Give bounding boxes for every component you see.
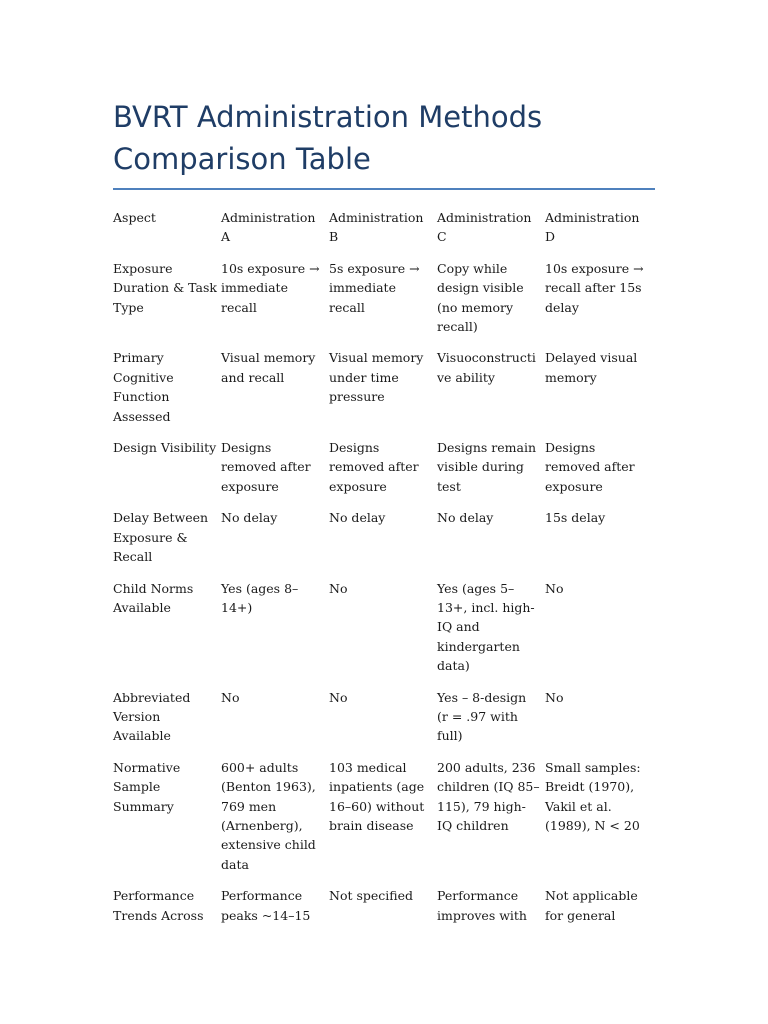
table-cell: Performance peaks ~14–15 [221, 888, 311, 923]
header-cell-admin-d: Administration D [545, 210, 640, 245]
table-cell-aspect: Normative Sample Summary [113, 759, 181, 814]
table-cell: No [329, 689, 348, 705]
table-cell: No delay [437, 510, 494, 526]
table-cell: 15s delay [545, 510, 606, 526]
header-cell-admin-c: Administration C [437, 210, 532, 245]
table-cell: No [545, 689, 564, 705]
table-cell: Yes (ages 8–14+) [221, 580, 299, 615]
table-cell: No [221, 689, 240, 705]
table-cell: Designs remain visible during test [437, 440, 536, 494]
table-cell: Designs removed after exposure [545, 440, 635, 494]
table-cell-aspect: Child Norms Available [113, 580, 194, 615]
table-cell: Copy while design visible (no memory recall) [437, 260, 524, 335]
table-cell: Visual memory and recall [221, 350, 316, 385]
table-cell: No [545, 580, 564, 596]
comparison-table [113, 208, 655, 937]
table-cell: 200 adults, 236 children (IQ 85–115), 79 high-IQ children [437, 759, 540, 833]
table-cell-aspect: Abbreviated Version Available [113, 689, 191, 744]
table-cell: Not applicable for general [545, 888, 638, 923]
table-cell-aspect: Exposure Duration & Task Type [113, 260, 217, 315]
header-cell-aspect: Aspect [113, 210, 156, 225]
table-cell: Delayed visual memory [545, 350, 638, 385]
table-cell: Small samples: Breidt (1970), Vakil et al. (1989), N < 20 [545, 759, 641, 833]
table-cell: Performance improves with [437, 888, 527, 923]
page-title [113, 96, 655, 180]
table-cell-aspect: Performance Trends Across [113, 888, 204, 923]
table-cell: 103 medical inpatients (age 16–60) without brain disease [329, 759, 425, 833]
table-cell: No delay [329, 510, 386, 526]
table-row [113, 886, 655, 937]
table-row [113, 259, 655, 349]
table-row [113, 508, 655, 578]
table-cell: Visual memory under time pressure [329, 350, 424, 405]
table-cell: Designs removed after exposure [221, 440, 311, 494]
table-cell: No delay [221, 510, 278, 526]
title-line-1: BVRT Administration Methods [113, 100, 543, 134]
table-cell-aspect: Delay Between Exposure & Recall [113, 510, 209, 565]
title-underline [113, 188, 655, 190]
table-cell: Yes – 8-design (r = .97 with full) [437, 689, 527, 744]
table-cell: Designs removed after exposure [329, 440, 419, 494]
document-page [113, 96, 655, 937]
table-cell-aspect: Primary Cognitive Function Assessed [113, 350, 174, 424]
table-cell: Yes (ages 5–13+, incl. high-IQ and kindergarten data) [437, 580, 535, 674]
table-cell: 10s exposure → recall after 15s delay [545, 260, 644, 315]
table-cell: No [329, 580, 348, 596]
table-row [113, 579, 655, 688]
table-header-row [113, 208, 655, 259]
title-line-2: Comparison Table [113, 142, 371, 176]
table-row [113, 758, 655, 886]
header-cell-admin-a: Administration A [221, 210, 316, 245]
table-cell: 5s exposure → immediate recall [329, 260, 420, 315]
table-cell: 10s exposure → immediate recall [221, 260, 320, 315]
table-cell-aspect: Design Visibility [113, 440, 217, 456]
table-row [113, 348, 655, 438]
table-row [113, 688, 655, 758]
table-cell: Visuoconstructive ability [437, 350, 536, 385]
table-cell: Not specified [329, 888, 414, 904]
table-row [113, 438, 655, 508]
header-cell-admin-b: Administration B [329, 210, 424, 245]
table-cell: 600+ adults (Benton 1963), 769 men (Arnenberg), extensive child data [221, 759, 316, 872]
